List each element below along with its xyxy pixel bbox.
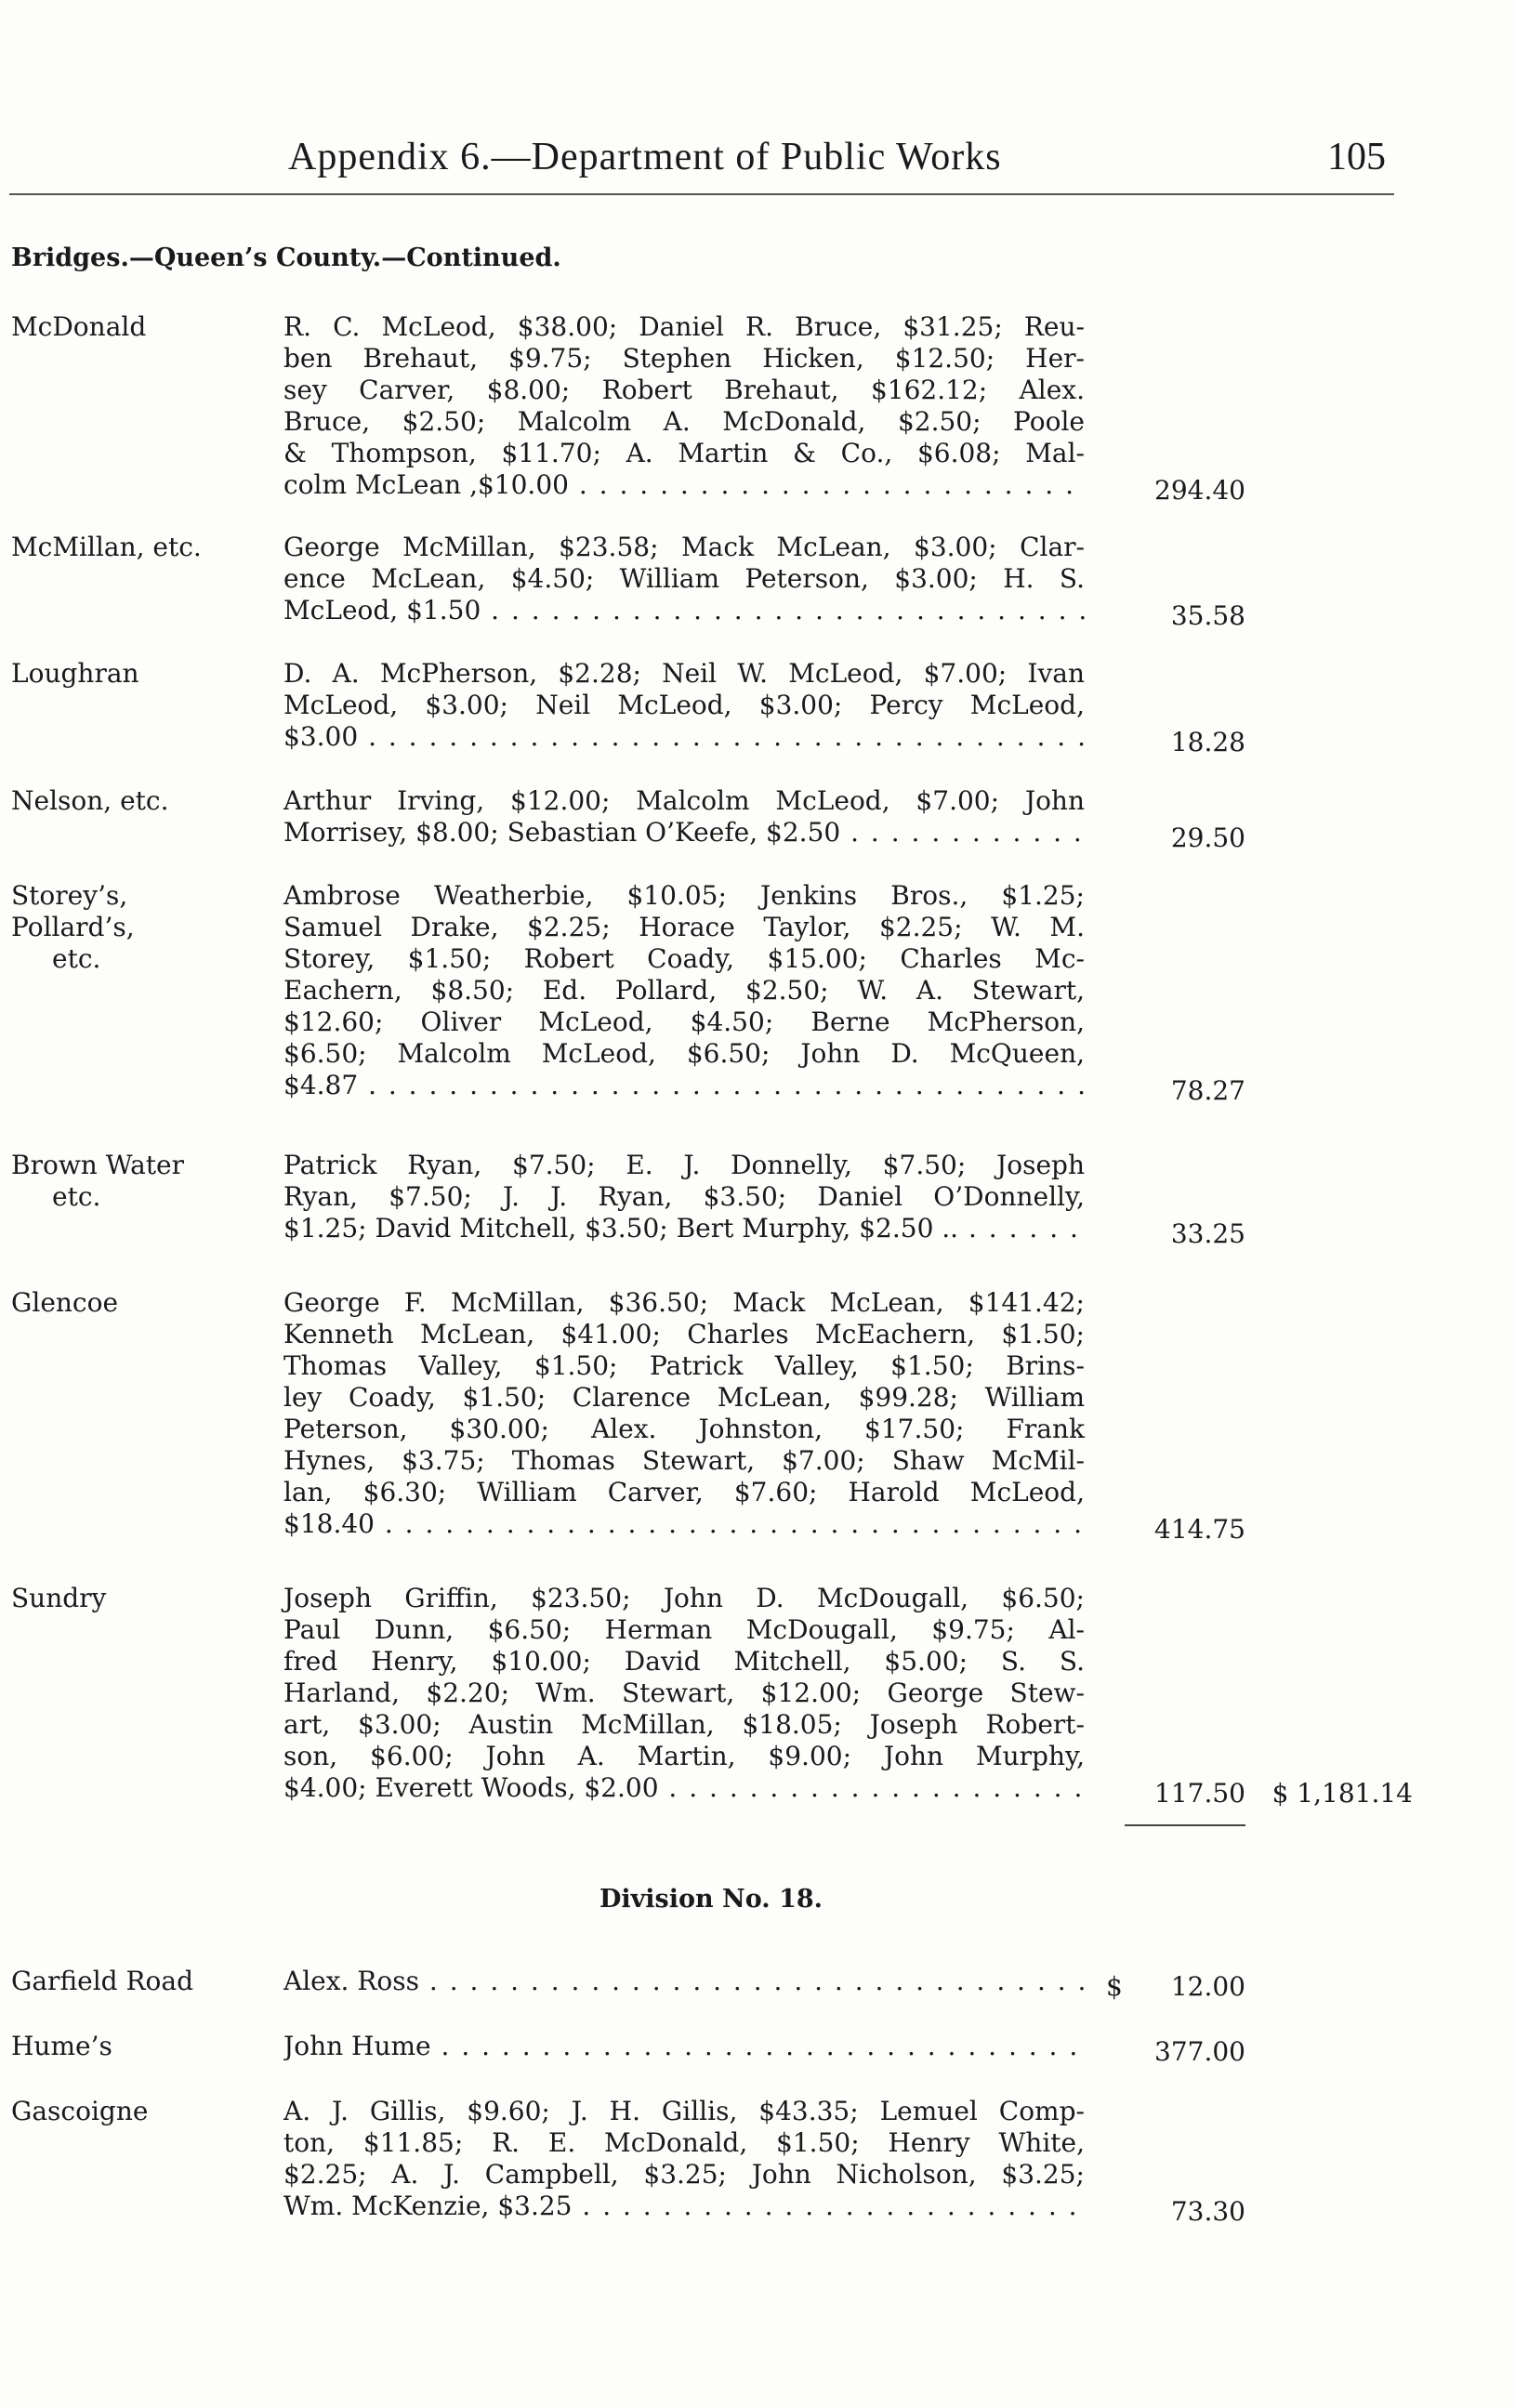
entry-name-line: Brown Water (11, 1150, 184, 1180)
entry-name (11, 1287, 234, 1319)
entry-description-line: son, $6.00; John A. Martin, $9.00; John Murphy, (283, 1741, 1085, 1771)
entry-name-line: Glencoe (11, 1287, 119, 1318)
entry-description-line: $2.25; A. J. Campbell, $3.25; John Nicholson, $3.25; (283, 2159, 1085, 2190)
entry-name-line: Pollard’s, (11, 912, 135, 942)
entry-description-line: Eachern, $8.50; Ed. Pollard, $2.50; W. A. Stewart, (283, 975, 1085, 1006)
page-header-title: Appendix 6.—Department of Public Works (288, 136, 1002, 178)
entry-amount: 33.25 (1170, 1218, 1245, 1249)
sum-rule (1125, 1824, 1245, 1826)
entry-description-line: John Hume . . . (283, 2031, 1085, 2062)
entry-name (11, 880, 234, 975)
entry-name-line: Loughran (11, 658, 139, 689)
entry-description (283, 785, 1085, 849)
entry-description-line: Arthur Irving, $12.00; Malcolm McLeod, $7.00; John (283, 785, 1085, 816)
section-total: $ 1,181.14 (1271, 1778, 1413, 1809)
entry-description-line: Alex. Ross . . . (283, 1966, 1085, 1997)
entry-description-line: George McMillan, $23.58; Mack McLean, $3.00; Clar- (283, 532, 1085, 562)
entry-amount: 18.28 (1170, 727, 1245, 757)
entry-description-line: art, $3.00; Austin McMillan, $18.05; Joseph Robert- (283, 1709, 1085, 1740)
entry-description (283, 1583, 1085, 1804)
division-heading: Division No. 18. (599, 1885, 823, 1914)
entry-description-line: Ambrose Weatherbie, $10.05; Jenkins Bros., $1.25; (283, 880, 1085, 911)
section-heading: Bridges.—Queen’s County.—Continued. (11, 243, 561, 272)
entry-description-line: Hynes, $3.75; Thomas Stewart, $7.00; Shaw McMil- (283, 1445, 1085, 1476)
entry-description-line: Storey, $1.50; Robert Coady, $15.00; Charles Mc- (283, 943, 1085, 974)
currency-symbol: $ (1106, 1971, 1123, 2002)
entry-description-line: $3.00 . . . (283, 721, 1085, 753)
entry-description-line: R. C. McLeod, $38.00; Daniel R. Bruce, $31.25; Reu- (283, 311, 1085, 342)
entry-description (283, 1287, 1085, 1540)
entry-description-line: Wm. McKenzie, $3.25 . . . (283, 2191, 1085, 2222)
entry-description-line: George F. McMillan, $36.50; Mack McLean, $141.42; (283, 1287, 1085, 1318)
entry-description-line: Paul Dunn, $6.50; Herman McDougall, $9.75; Al- (283, 1614, 1085, 1645)
entry-description-line: sey Carver, $8.00; Robert Brehaut, $162.12; Alex. (283, 375, 1085, 405)
entry-description-line: $1.25; David Mitchell, $3.50; Bert Murphy, $2.50 .. . . . (283, 1213, 1085, 1244)
entry-description-line: $12.60; Oliver McLeod, $4.50; Berne McPherson, (283, 1007, 1085, 1037)
entry-name (11, 311, 234, 343)
entry-name-line: Garfield Road (11, 1966, 194, 1996)
entry-name-line: McMillan, etc. (11, 532, 202, 562)
entry-name-line: etc. (52, 943, 101, 974)
entry-description-line: McLeod, $1.50 . . . (283, 595, 1085, 626)
entry-description-line: ley Coady, $1.50; Clarence McLean, $99.28; William (283, 1382, 1085, 1413)
entry-amount: 12.00 (1170, 1971, 1245, 2002)
entry-description-line: Samuel Drake, $2.25; Horace Taylor, $2.25; W. M. (283, 912, 1085, 942)
entry-name (11, 785, 234, 817)
entry-amount: 117.50 (1154, 1778, 1245, 1809)
entry-description-line: ence McLean, $4.50; William Peterson, $3.00; H. S. (283, 563, 1085, 594)
entry-description (283, 2096, 1085, 2222)
entry-description-line: ton, $11.85; R. E. McDonald, $1.50; Henry White, (283, 2127, 1085, 2158)
entry-name (11, 658, 234, 690)
entry-name (11, 1966, 234, 1997)
entry-description-line: Harland, $2.20; Wm. Stewart, $12.00; George Stew- (283, 1678, 1085, 1708)
entry-description-line: McLeod, $3.00; Neil McLeod, $3.00; Percy McLeod, (283, 690, 1085, 720)
entry-name (11, 2096, 234, 2127)
entry-description-line: $6.50; Malcolm McLeod, $6.50; John D. McQueen, (283, 1038, 1085, 1069)
entry-description-line: D. A. McPherson, $2.28; Neil W. McLeod, $7.00; Ivan (283, 658, 1085, 689)
entry-name (11, 2031, 234, 2062)
entry-name-line: Nelson, etc. (11, 785, 169, 816)
entry-description-line: $4.87 . . . (283, 1070, 1085, 1101)
entry-description-line: & Thompson, $11.70; A. Martin & Co., $6.08; Mal- (283, 438, 1085, 468)
entry-description-line: $18.40 . . . (283, 1508, 1085, 1540)
entry-description-line: A. J. Gillis, $9.60; J. H. Gillis, $43.35; Lemuel Comp- (283, 2096, 1085, 2126)
entry-name-line: McDonald (11, 311, 147, 342)
entry-description-line: Thomas Valley, $1.50; Patrick Valley, $1.50; Brins- (283, 1350, 1085, 1381)
entry-description-line: lan, $6.30; William Carver, $7.60; Harold McLeod, (283, 1477, 1085, 1507)
entry-amount: 29.50 (1170, 822, 1245, 853)
entry-amount: 414.75 (1154, 1514, 1245, 1545)
header-rule (9, 193, 1394, 195)
entry-description-line: $4.00; Everett Woods, $2.00 . . . (283, 1772, 1085, 1804)
entry-amount: 377.00 (1154, 2036, 1245, 2067)
entry-name (11, 1150, 234, 1213)
entry-name-line: Hume’s (11, 2031, 112, 2061)
entry-description (283, 2031, 1085, 2062)
entry-name-line: etc. (52, 1181, 101, 1212)
entry-description-line: Morrisey, $8.00; Sebastian O’Keefe, $2.50 . . . (283, 817, 1085, 849)
entry-description (283, 1150, 1085, 1244)
page-number: 105 (1327, 136, 1386, 178)
entry-amount: 35.58 (1170, 600, 1245, 631)
entry-description-line: ben Brehaut, $9.75; Stephen Hicken, $12.50; Her- (283, 343, 1085, 374)
entry-amount: 78.27 (1170, 1075, 1245, 1106)
entry-description-line: fred Henry, $10.00; David Mitchell, $5.00; S. S. (283, 1646, 1085, 1677)
entry-description-line: Joseph Griffin, $23.50; John D. McDougall, $6.50; (283, 1583, 1085, 1613)
entry-description (283, 658, 1085, 753)
entry-name (11, 532, 234, 563)
entry-description-line: Patrick Ryan, $7.50; E. J. Donnelly, $7.50; Joseph (283, 1150, 1085, 1180)
entry-description (283, 880, 1085, 1101)
entry-description-line: Ryan, $7.50; J. J. Ryan, $3.50; Daniel O’Donnelly, (283, 1181, 1085, 1212)
entry-name-line: Sundry (11, 1583, 107, 1613)
entry-name-line: Gascoigne (11, 2096, 149, 2126)
entry-description (283, 532, 1085, 626)
entry-description (283, 311, 1085, 501)
entry-description-line: Peterson, $30.00; Alex. Johnston, $17.50; Frank (283, 1414, 1085, 1444)
entry-name (11, 1583, 234, 1614)
entry-description-line: Bruce, $2.50; Malcolm A. McDonald, $2.50; Poole (283, 406, 1085, 437)
entry-amount: 73.30 (1170, 2196, 1245, 2227)
entry-amount: 294.40 (1154, 475, 1245, 506)
entry-description-line: colm McLean ,$10.00 . . . (283, 469, 1085, 501)
entry-description-line: Kenneth McLean, $41.00; Charles McEachern, $1.50; (283, 1319, 1085, 1349)
entry-name-line: Storey’s, (11, 880, 128, 911)
entry-description (283, 1966, 1085, 1997)
